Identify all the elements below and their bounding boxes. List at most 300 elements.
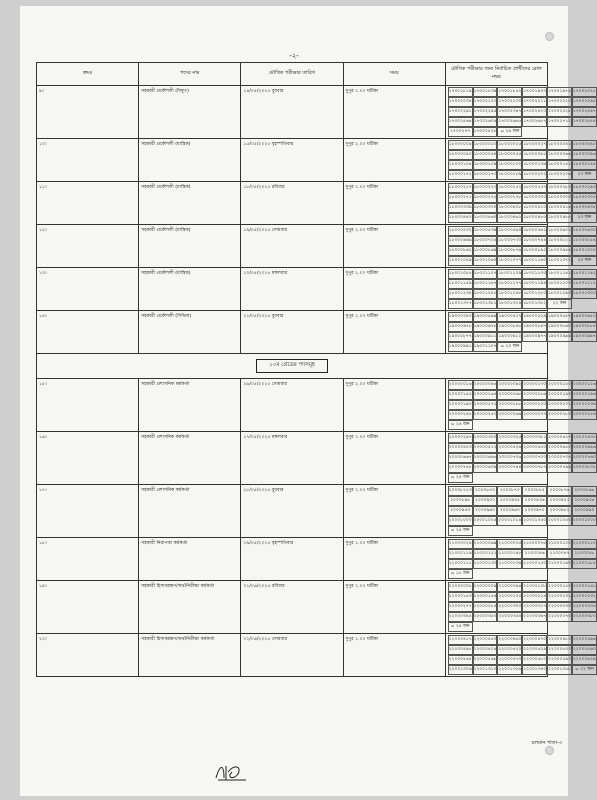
roll-number: ২০০০৯০০ <box>473 496 498 506</box>
roll-number: ২২০০০০৯৪ <box>497 582 522 592</box>
roll-number: ১৭০০২৬৮৭ <box>522 117 547 127</box>
roll-grid <box>448 183 596 223</box>
roll-number: ১৮০০১৩৭৭ <box>448 299 473 309</box>
roll-number: ১৮০০০৮৬৯ <box>473 246 498 256</box>
roll-number: ২২০০০৪৮০ <box>547 635 572 645</box>
roll-number: ২০০০০৭৬০ <box>572 453 597 463</box>
roll-number: ১৮০০০১৪৪ <box>572 160 597 170</box>
roll-number: ১৮০০০৪১৬ <box>547 203 572 213</box>
roll-number: ২১০০০০৬৯ <box>473 539 498 549</box>
roll-number: ২২০০০৩৫০ <box>473 612 498 622</box>
roll-number: ১৮০০০৭৩০ <box>497 236 522 246</box>
roll-number: ১৮০০১৩২৪ <box>497 299 522 309</box>
roll-number: ২০০০০৩৮১ <box>522 433 547 443</box>
roll-number: ১৮০০০৩০০ <box>522 193 547 203</box>
schedule-row <box>37 139 548 182</box>
roll-number: ১৮০০০০৪১ <box>547 140 572 150</box>
roll-number: ২১০০০৪৭ <box>547 549 572 559</box>
header-post: পদের নাম <box>139 63 241 86</box>
roll-number: ২২০০০২৩১ <box>547 592 572 602</box>
roll-number: ১৮০০০১৩৬ <box>522 160 547 170</box>
roll-number: ১৯০০০৮৭৭ <box>448 332 473 342</box>
roll-number: ২২০০০৪১৭ <box>448 635 473 645</box>
roll-number: ১৮০০০৪০৮ <box>497 203 522 213</box>
row-time: দুপুর ২.০০ ঘটিকা <box>343 634 445 677</box>
roll-number: ১৮০০০০৫৫ <box>497 150 522 160</box>
row-time: দুপুর ২.০০ ঘটিকা <box>343 485 445 538</box>
roll-number: ২০০০০০১৬ <box>448 380 473 390</box>
row-post: সহকারী প্রকৌশলী (যান্ত্রিক) <box>139 225 241 268</box>
row-sl: ১৮। <box>37 538 139 581</box>
roll-number: ১৭০০১৯৭৫ <box>547 87 572 97</box>
roll-number: ১৭০০২২১১ <box>522 97 547 107</box>
row-rolls <box>445 538 596 581</box>
row-post: সহকারী প্রশাসনিক কর্মকর্তা <box>139 432 241 485</box>
roll-number: ১৮০০১০৮৮ <box>448 269 473 279</box>
row-rolls <box>445 268 596 311</box>
roll-number: ২২০০০৩৪৫ <box>448 612 473 622</box>
row-rolls <box>445 139 596 182</box>
roll-number: ২০০০০৭৯৯ <box>547 463 572 473</box>
roll-number: ১৮০০০০৫৪ <box>473 150 498 160</box>
running-page-note: চলমান পাতা-৩ <box>531 740 562 746</box>
roll-number: ২০০০০১৫৫ <box>448 390 473 400</box>
schedule-body-grade9 <box>37 86 596 354</box>
roll-number: ১৮০০০১৪১ <box>547 160 572 170</box>
roll-number: ১৮০০১২৩৮ <box>448 289 473 299</box>
roll-number: ১৮০০১৩৮২ <box>522 299 547 309</box>
roll-number: ১৮০০১১৪২ <box>572 269 597 279</box>
roll-number: = ২০ জন <box>497 342 522 352</box>
roll-number: ২৩ জন <box>572 213 597 223</box>
roll-number: ১৯০০০৮৬০ <box>547 322 572 332</box>
roll-number: ১৭০০২২২০ <box>547 97 572 107</box>
roll-number: ১৮০০০৬৬৯ <box>448 236 473 246</box>
row-time: দুপুর ২.০০ ঘটিকা <box>343 379 445 432</box>
roll-number: ২২০০০৫২০ <box>497 645 522 655</box>
row-sl: ১২। <box>37 225 139 268</box>
roll-number: ২০০০০৩০০ <box>473 433 498 443</box>
roll-number: ১৮০০০২৫২ <box>497 183 522 193</box>
roll-number: ২০০০৯৩৫ <box>497 496 522 506</box>
roll-number: ২২০০০১৫৪ <box>473 592 498 602</box>
roll-number: ১৮০০০১৭২ <box>448 170 473 180</box>
roll-number: ২০০০০২৫৩ <box>473 410 498 420</box>
roll-number: ১৭০০২৫৫৪ <box>572 117 597 127</box>
row-post: সহকারী হিসাবরক্ষণ/অর্থ/নিরীক্ষা কর্মকর্তা <box>139 581 241 634</box>
roll-number: ২০০০০১৩০ <box>522 380 547 390</box>
roll-number: ১৮০০০৮৯২ <box>522 246 547 256</box>
roll-number: ১৮০০১১৪১ <box>547 269 572 279</box>
roll-number: ২০০০১০০০ <box>572 516 597 526</box>
roll-number: ১৯০০১১০৭ <box>473 342 498 352</box>
roll-number: ১৮০০০১০৯ <box>473 160 498 170</box>
roll-number: ২১০০০০৩৫ <box>497 539 522 549</box>
roll-number: ২০০০০১৫৬ <box>572 380 597 390</box>
row-sl: ১১। <box>37 182 139 225</box>
roll-number: ১৭০০২০২৮ <box>572 87 597 97</box>
roll-number: ২০০০০৪২৭ <box>547 433 572 443</box>
roll-number: ১৮০০০০১৩ <box>473 140 498 150</box>
exam-schedule-table <box>36 62 596 677</box>
roll-number: ২১০০০১১০ <box>572 539 597 549</box>
row-post: সহকারী প্রকৌশলী (সিভিল) <box>139 311 241 354</box>
roll-number: ২২০০০০০৮ <box>448 582 473 592</box>
roll-number: ১৭০০২৫৯৭ <box>572 107 597 117</box>
roll-number: ১৮০০০৮২১ <box>547 236 572 246</box>
roll-number: ২০০০০৭০০ <box>522 453 547 463</box>
roll-number: ২২০০০৫০৫ <box>473 645 498 655</box>
roll-number: ১৮০০১১০৭ <box>473 269 498 279</box>
roll-number: ২০০০১০৫০ <box>547 516 572 526</box>
roll-number: ২২০০০৪৭০ <box>522 635 547 645</box>
row-post: সহকারী প্রকৌশলী (বিদ্যুৎ) <box>139 86 241 139</box>
roll-number: ২০০০০৬৩৯ <box>473 463 498 473</box>
roll-number: ১৮০০০২৮০ <box>547 183 572 193</box>
row-date: ২১/০৫/২০২৫ বুধবার <box>241 311 343 354</box>
roll-number: ২২০০০৩১৭ <box>522 602 547 612</box>
roll-number: ২২০০০১৫০ <box>547 582 572 592</box>
roll-number: ১৮০০০১৮৯ <box>497 170 522 180</box>
roll-number: ২২০০০৫৩০ <box>547 645 572 655</box>
row-rolls <box>445 379 596 432</box>
roll-number: ১৯০০০৯৯৯ <box>547 332 572 342</box>
schedule-body-grade10 <box>37 379 596 677</box>
roll-number: ১৯০০০৯১১ <box>473 332 498 342</box>
roll-number: ২০০০৮২২৩ <box>448 486 473 496</box>
roll-grid <box>448 312 596 352</box>
roll-number: ২০০০০২০২ <box>547 400 572 410</box>
header-date: মৌখিক পরীক্ষার তারিখ <box>241 63 343 86</box>
roll-number: ২২০০০১৬১ <box>572 582 597 592</box>
roll-number: ১৮০০০৫৩২ <box>448 226 473 236</box>
roll-number: ২২০০০৩৩০ <box>547 602 572 612</box>
roll-number: ২০০০১০১৪ <box>497 516 522 526</box>
roll-number: ১৮০০১১৯৪ <box>522 279 547 289</box>
roll-number: = ২২ জন <box>572 665 597 675</box>
roll-number: ১৯০০০৪৯৯ <box>473 312 498 322</box>
roll-number: ২০০০০০৯২ <box>497 380 522 390</box>
roll-number: ১৮০০১১৬৭ <box>473 279 498 289</box>
roll-number: ২০০০০১৮৮ <box>497 400 522 410</box>
roll-number: ২২০০০৩৩৪ <box>572 602 597 612</box>
row-date: ১৪/০৫/২০২৫ বুধবার <box>241 86 343 139</box>
roll-number: ২০০০০৫২৬ <box>497 443 522 453</box>
roll-number: ২২০০১৩০৬ <box>448 665 473 675</box>
roll-number: ১৮০০০২১৭ <box>448 183 473 193</box>
roll-number: ১৭০০২৫২৮ <box>547 107 572 117</box>
row-time: দুপুর ২.০০ ঘটিকা <box>343 538 445 581</box>
roll-number: ২০০০০১৬৫ <box>473 390 498 400</box>
roll-number: ১৮০০১১৬০ <box>522 256 547 266</box>
roll-number: = ২৪ জন <box>448 526 473 536</box>
roll-number: ২০০০৯৬০ <box>497 506 522 516</box>
roll-number: ২২০০০২০০ <box>497 592 522 602</box>
roll-number: ১৮০০০৩৭০ <box>473 203 498 213</box>
roll-number: ১৮০০০২২৩ <box>473 183 498 193</box>
row-time: দুপুর ২.০০ ঘটিকা <box>343 432 445 485</box>
roll-number: ১৮০০১২৪৮ <box>497 289 522 299</box>
roll-number: ২০০০০৭৪৮ <box>448 463 473 473</box>
roll-number: ১৮০০০২৭১ <box>448 193 473 203</box>
roll-number: ২১০০০০৭৫ <box>522 539 547 549</box>
row-sl: ১৩। <box>37 268 139 311</box>
roll-number: ২২০০০৫৯০ <box>547 655 572 665</box>
roll-number: ২০০০০৭৮৭ <box>522 463 547 473</box>
roll-number: ২০০০৮৬৮ <box>572 486 597 496</box>
roll-number: ২০০০৯৩৫ <box>572 496 597 506</box>
roll-number: ১৯০০০৯৭৭ <box>522 332 547 342</box>
roll-number: ১৮০০১১০৯ <box>497 269 522 279</box>
roll-number: ১৮০০০০৬৬ <box>547 150 572 160</box>
roll-number: ১৮০০১৩০০ <box>572 289 597 299</box>
roll-number: ২০০০৯৭০ <box>522 506 547 516</box>
roll-grid <box>448 269 596 309</box>
roll-number: ২৩ জন <box>572 256 597 266</box>
roll-number: ২২০০০৪৯৮ <box>448 645 473 655</box>
roll-number: ১৮০০১০০০ <box>572 246 597 256</box>
roll-number: ২২০০০৫৬৫ <box>448 655 473 665</box>
roll-number: ২০০০০৫১২ <box>473 443 498 453</box>
roll-number: ২১০০০১৬৭ <box>547 559 572 569</box>
roll-number: ২২০০১৩৫৮ <box>547 665 572 675</box>
roll-number: ১৭০০২৬০৫ <box>473 117 498 127</box>
row-date: ১৮/০৫/২০২৫ রবিবার <box>241 182 343 225</box>
row-time: দুপুর ২.০০ ঘটিকা <box>343 86 445 139</box>
roll-number: ১৯০০০৫২৭ <box>497 312 522 322</box>
row-sl: ১৭। <box>37 485 139 538</box>
roll-number: ১৮০০০৪৬১ <box>497 213 522 223</box>
roll-number: ২০০০০১৮৬ <box>522 390 547 400</box>
roll-number: ১৭০০২১৩০ <box>497 97 522 107</box>
roll-number: ২০০০০১৭২ <box>473 400 498 410</box>
roll-number: ২২০০০১৪৩ <box>448 592 473 602</box>
row-date: ০১/০৬/২০২৫ রবিবার <box>241 581 343 634</box>
roll-number: ২০০০৯৯০ <box>572 506 597 516</box>
roll-number: ২১০০০১১১ <box>448 559 473 569</box>
roll-number: ১৮০০০১৩২ <box>497 160 522 170</box>
roll-number: ১৮০০১১৭৭ <box>497 279 522 289</box>
roll-number: ১৮০০০৪৮৫ <box>547 213 572 223</box>
roll-number: ১৮০০০৫৩৯ <box>473 226 498 236</box>
roll-number: ১৮০০০৮৫৪ <box>572 236 597 246</box>
roll-number: ২২০০১৩২৬ <box>497 665 522 675</box>
schedule-row <box>37 268 548 311</box>
roll-number: ২২০০০৩৮০ <box>572 612 597 622</box>
roll-number: ১৭০০২২৯৫ <box>473 107 498 117</box>
roll-number: ১৮০০১২৮০ <box>522 289 547 299</box>
row-post: সহকারী হিসাবরক্ষণ/অর্থ/নিরীক্ষা কর্মকর্তা <box>139 634 241 677</box>
roll-number: ২২০০০২২৪ <box>522 592 547 602</box>
header-sl: ক্রমঃ <box>37 63 139 86</box>
schedule-row <box>37 86 548 139</box>
roll-number: ১৮০০১২৯৩ <box>547 289 572 299</box>
roll-number: ১৮০০০১৭৩ <box>473 170 498 180</box>
row-sl: ১০। <box>37 139 139 182</box>
roll-number: ১৮০০১০৭২ <box>547 256 572 266</box>
header-row <box>37 63 548 86</box>
row-sl: ৯। <box>37 86 139 139</box>
roll-number: ১৮০০০১০৪ <box>448 160 473 170</box>
roll-number: ২০০০০৭০৭ <box>547 453 572 463</box>
roll-number: ১৮০০১২০৩ <box>547 279 572 289</box>
row-time: দুপুর ২.০০ ঘটিকা <box>343 182 445 225</box>
row-time: দুপুর ২.০০ ঘটিকা <box>343 581 445 634</box>
row-date: ২৬/০৫/২০২৫ সোমবার <box>241 379 343 432</box>
roll-number: ২২০০০৫৬০ <box>572 645 597 655</box>
roll-number: ১৮০০১০৭৭ <box>497 256 522 266</box>
roll-number: ২২০০১৩১০ <box>473 665 498 675</box>
roll-number: ১৮০০১২৪১ <box>473 289 498 299</box>
roll-number: ২১০০০১১৯ <box>448 549 473 559</box>
row-sl: ১৯। <box>37 581 139 634</box>
roll-grid <box>448 635 596 675</box>
roll-number: ১৮০০০৬৩০ <box>572 226 597 236</box>
schedule-row <box>37 538 548 581</box>
roll-number: ২০০০০৬৯৬ <box>473 453 498 463</box>
header-time: সময় <box>343 63 445 86</box>
section-title: ১০ম গ্রেডের পদসমূহ <box>256 359 328 373</box>
roll-number: ২২০০০৪৫০ <box>473 635 498 645</box>
roll-number: ১৮০০০২৭২ <box>473 193 498 203</box>
roll-number: ২০০০০১৬৮ <box>497 390 522 400</box>
schedule-row <box>37 225 548 268</box>
roll-number: ২০০০০১৯০ <box>547 390 572 400</box>
roll-number: ২২০০০৪৯৬ <box>572 635 597 645</box>
roll-number: ১৯০০০৩৪০ <box>448 312 473 322</box>
roll-number: ১৭০০২০৩৪ <box>448 97 473 107</box>
row-rolls <box>445 311 596 354</box>
row-date: ০২/০৬/২০২৫ সোমবার <box>241 634 343 677</box>
roll-number: ২০০০০২৪৮ <box>448 410 473 420</box>
row-date: ২০/০৫/২০২৫ মঙ্গলবার <box>241 268 343 311</box>
roll-number: ১৮০০০০০৫ <box>448 140 473 150</box>
roll-number: ১৮০০০৮৭৬ <box>497 246 522 256</box>
row-date: ২৮/০৫/২০২৫ বুধবার <box>241 485 343 538</box>
roll-number: = ২৪ জন <box>448 622 473 632</box>
roll-grid <box>448 433 596 483</box>
roll-number: ১৮০০০২০২ <box>522 170 547 180</box>
row-post: সহকারী প্রকৌশলী (যান্ত্রিক) <box>139 268 241 311</box>
roll-number: ২০০০১০০৫ <box>473 516 498 526</box>
roll-number: ১৭০০২৮২৮ <box>473 127 498 137</box>
row-rolls <box>445 432 596 485</box>
roll-number: ২০০০০৬৫০ <box>547 443 572 453</box>
roll-number: ১৮০০০৪৬০ <box>473 213 498 223</box>
roll-number: ২১০০০১৩৬ <box>497 559 522 569</box>
roll-number: ২২০০০৬২৯ <box>572 655 597 665</box>
row-rolls <box>445 86 596 139</box>
roll-number: ১৯০০০৮৪৮ <box>497 322 522 332</box>
roll-number: ১৮০০০৮৬২ <box>448 246 473 256</box>
roll-number: ২০০০০৭০৬ <box>497 453 522 463</box>
row-sl: ২০। <box>37 634 139 677</box>
roll-number: ১৮০০১৩৮১ <box>473 299 498 309</box>
roll-grid <box>448 87 596 137</box>
roll-number: ১৯০০০৮৮৫ <box>572 322 597 332</box>
header-rolls: মৌখিক পরীক্ষার জন্য নির্বাচিত প্রার্থীদের রোল নম্বর <box>445 63 547 86</box>
roll-number: ১৮০০০৪৩৫ <box>572 203 597 213</box>
roll-number: ১৭০০২৭৭ <box>448 127 473 137</box>
roll-number: ১৭০০১৯০৩ <box>522 87 547 97</box>
roll-number: ২০০০৯৫৩ <box>448 506 473 516</box>
roll-number: ২২০০০৩০০ <box>497 602 522 612</box>
row-sl: ১৪। <box>37 311 139 354</box>
roll-number: ১৯০০০৬৫০ <box>572 312 597 322</box>
roll-number: ১৯০০০৬৭৮ <box>448 322 473 332</box>
roll-number: ১৮০০০৯৪৪ <box>547 246 572 256</box>
row-post: সহকারী প্রকৌশলী (যান্ত্রিক) <box>139 182 241 225</box>
row-post: সহকারী নিরাপত্তা কর্মকর্তা <box>139 538 241 581</box>
roll-number: ২০০০৮৭০ <box>497 486 522 496</box>
roll-number: ২২০০০৫৮০ <box>522 655 547 665</box>
row-rolls <box>445 634 596 677</box>
roll-number: ১৮০০১০৬০ <box>473 256 498 266</box>
roll-number: = ১৮ জন <box>448 569 473 579</box>
roll-number: ২১০০০১০০ <box>547 539 572 549</box>
roll-number: ২০০০০২৬৬ <box>497 410 522 420</box>
row-post: সহকারী প্রশাসনিক কর্মকর্তা <box>139 379 241 432</box>
roll-number: ১৮০০১২১২ <box>572 279 597 289</box>
roll-number: ১৭০০১৮১৯ <box>448 87 473 97</box>
roll-number: ১৮০০০৪৮৫ <box>522 213 547 223</box>
roll-number: ১৭০০২২৯১ <box>448 107 473 117</box>
roll-number: ১৭০০২২৯৫ <box>572 97 597 107</box>
schedule-row <box>37 182 548 225</box>
row-time: দুপুর ২.০০ ঘটিকা <box>343 139 445 182</box>
roll-number: ১৮০০০০৪৮ <box>572 140 597 150</box>
row-date: ২৯/০৫/২০২৫ বৃহস্পতিবার <box>241 538 343 581</box>
section-separator <box>37 354 548 379</box>
roll-number: ১৮০০০৭০৫ <box>473 236 498 246</box>
roll-number: ১৮০০০০৫০ <box>448 150 473 160</box>
roll-number: ২০০০৯৩৬ <box>522 496 547 506</box>
roll-number: ২০০০০২০০ <box>522 400 547 410</box>
roll-number: ২০০০০১৯৬ <box>572 390 597 400</box>
roll-number: ২০০০১০৫০ <box>522 516 547 526</box>
row-sl: ১৬। <box>37 432 139 485</box>
row-rolls <box>445 182 596 225</box>
roll-number: ২০০০৮৫০ <box>473 486 498 496</box>
roll-number: ১৮০০০২০৬ <box>547 170 572 180</box>
roll-number: ২০০০৯৬০ <box>473 506 498 516</box>
row-time: দুপুর ২.০০ ঘটিকা <box>343 311 445 354</box>
roll-number: ২০০০০২৭৭ <box>522 410 547 420</box>
roll-number: = ২৪ জন <box>448 473 473 483</box>
roll-number: ২০০০৮৯৫ <box>448 496 473 506</box>
roll-number: ২১০০০১৩৩ <box>473 559 498 569</box>
roll-number: ২০০০০৪৩৫ <box>572 433 597 443</box>
schedule-row <box>37 581 548 634</box>
roll-number: ২১০০০০২৪ <box>448 539 473 549</box>
roll-number: ১৮০০০০৬১ <box>522 150 547 160</box>
roll-number: ২০০০০২৯৭ <box>448 433 473 443</box>
roll-number: ২৩ জন <box>572 170 597 180</box>
roll-number: ১৯০০০৫২৯ <box>522 312 547 322</box>
roll-number: ২২ জন <box>547 299 572 309</box>
roll-number: ১৯০০০৮৪৭ <box>522 322 547 332</box>
roll-number: ১৮০০০০২৫ <box>497 140 522 150</box>
roll-number: ২১০০০১৮৮ <box>572 559 597 569</box>
roll-number: ২০০০০৫৫০ <box>522 443 547 453</box>
roll-number: ২২০০০৩৭০ <box>547 612 572 622</box>
row-rolls <box>445 581 596 634</box>
roll-number: ২২০০০৪৬০ <box>497 635 522 645</box>
roll-number: ১৯০০০৫৫৭ <box>547 312 572 322</box>
schedule-row <box>37 485 548 538</box>
row-post: সহকারী প্রকৌশলী (যান্ত্রিক) <box>139 139 241 182</box>
roll-number: ১৮০০০২৫৭ <box>522 183 547 193</box>
